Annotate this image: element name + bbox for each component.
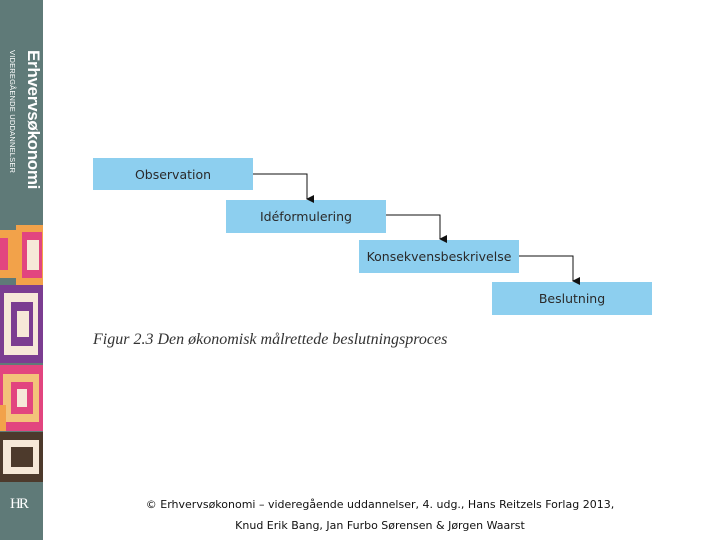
box-ideformulering: Idéformulering bbox=[226, 200, 386, 233]
box-observation: Observation bbox=[93, 158, 253, 190]
brand-subtitle: VIDEREGÅENDE UDDANNELSER bbox=[8, 50, 17, 174]
box-konsekvensbeskrivelse: Konsekvensbeskrivelse bbox=[359, 240, 519, 273]
arrow-1 bbox=[253, 174, 307, 199]
figure-caption: Figur 2.3 Den økonomisk målrettede beslutningsproces bbox=[93, 331, 448, 348]
box-beslutning: Beslutning bbox=[492, 282, 652, 315]
brand-title: Erhvervsøkonomi bbox=[24, 50, 43, 190]
footer-line-1: © Erhvervsøkonomi – videregående uddannelser, 4. udg., Hans Reitzels Forlag 2013, bbox=[145, 498, 615, 511]
footer-line-2: Knud Erik Bang, Jan Furbo Sørensen & Jørgen Waarst bbox=[235, 519, 525, 532]
arrow-2 bbox=[386, 215, 440, 239]
publisher-logo: HR bbox=[10, 496, 27, 512]
arrow-3 bbox=[519, 256, 573, 281]
footer bbox=[100, 494, 660, 536]
